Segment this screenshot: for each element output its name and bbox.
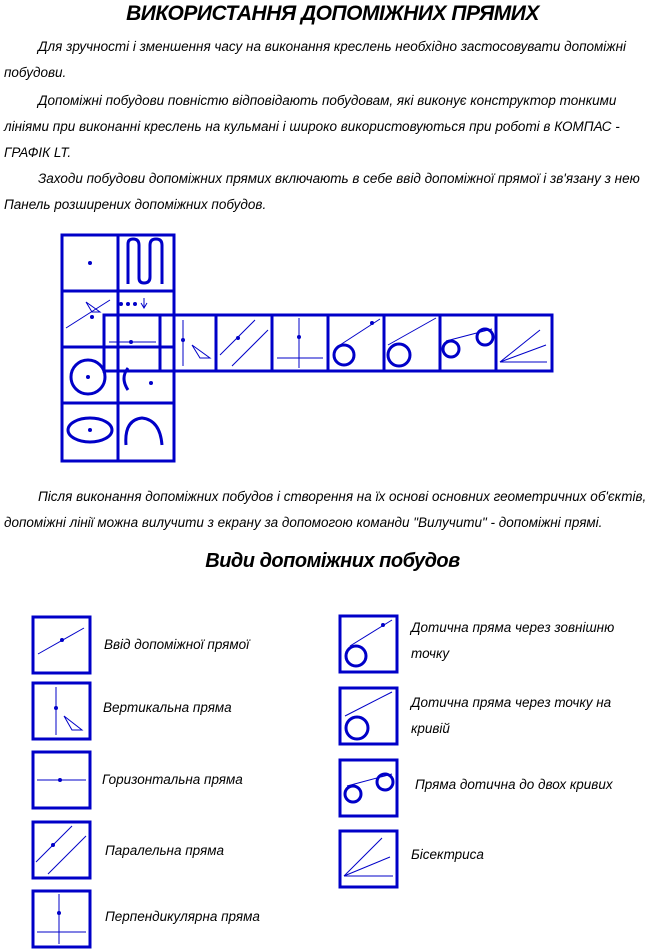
legend-label-horizontal-line: Горизонтальна пряма [102,772,243,787]
legend-label-tangent-two-curves: Пряма дотична до двох кривих [415,777,613,792]
horizontal-line-icon [33,752,90,808]
legend-label-vertical-line: Вертикальна пряма [103,700,232,715]
tangent-external-point-icon [340,616,397,672]
legend-label-input-line: Ввід допоміжної прямої [104,637,250,652]
parallel-line-icon [33,822,90,878]
paragraph-2: Допоміжні побудови повністю відповідають побудовам, які виконує конструктор тонкими лініями при виконанні креслень на кульмані і широко використовуються при роботі в КОМПАС - ГРАФІК LT. [4,93,620,160]
page-title: ВИКОРИСТАННЯ ДОПОМІЖНИХ ПРЯМИХ [126,2,539,25]
legend-label-perpendicular-line: Перпендикулярна пряма [105,909,260,924]
vertical-line-icon [33,683,90,739]
paragraph-1: Для зручності і зменшення часу на виконання креслень необхідно застосовувати допоміжні побудови. [4,39,627,80]
tangent-curve-point-icon [340,688,397,744]
legend-label-bisector: Бісектриса [411,847,484,862]
legend-label-parallel-line: Паралельна пряма [105,843,224,858]
input-line-icon [33,617,90,673]
paragraph-4: Після виконання допоміжних побудов і створення на їх основі основних геометричних об'єктів, допоміжні лінії можна вилучити з екрану за допомогою команди "Вилучити" - допоміжні прямі. [4,489,647,530]
section-title: Види допоміжних побудов [205,550,460,572]
bisector-icon [340,831,397,887]
legend-label-tangent-curve: Дотична пряма через точку на кривій [411,695,612,736]
paragraph-3: Заходи побудови допоміжних прямих включають в себе ввід допоміжної прямої і зв'язану з нею Панель розширених допоміжних побудов. [4,171,640,212]
legend-label-tangent-external: Дотична пряма через зовнішню точку [411,620,615,661]
tangent-two-curves-icon [340,760,397,816]
perpendicular-line-icon [33,891,90,947]
